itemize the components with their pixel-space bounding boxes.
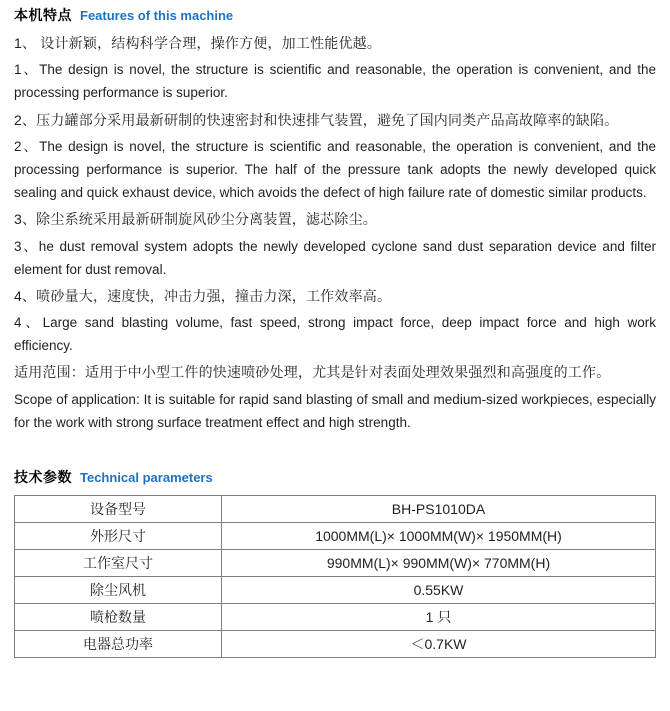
table-row: [15, 523, 656, 550]
technical-parameters-table: [14, 495, 656, 658]
technical-heading-cn: 技术参数: [14, 468, 72, 485]
features-heading: [14, 6, 656, 25]
technical-heading: [14, 468, 656, 487]
table-cell-label: 工作室尺寸: [15, 550, 222, 577]
table-cell-value: BH-PS1010DA: [222, 496, 656, 523]
table-cell-label: 设备型号: [15, 496, 222, 523]
feature-paragraph-3-cn: 3、除尘系统采用最新研制旋风砂尘分离装置，滤芯除尘。: [14, 211, 377, 228]
scope-paragraph-en: Scope of application: It is suitable for rapid sand blasting of small and medium-sized workpieces, especially for the work with strong surface treatment effect and high strength.: [14, 391, 656, 430]
table-row: [15, 550, 656, 577]
table-cell-label: 外形尺寸: [15, 523, 222, 550]
feature-paragraph-4-cn: 4、喷砂量大，速度快，冲击力强，撞击力深，工作效率高。: [14, 287, 392, 304]
table-cell-label: 除尘风机: [15, 577, 222, 604]
table-row: [15, 496, 656, 523]
feature-paragraph-2-cn: 2、压力罐部分采用最新研制的快速密封和快速排气装置，避免了国内同类产品高故障率的缺陷。: [14, 111, 619, 128]
table-cell-value: 1000MM(L)× 1000MM(W)× 1950MM(H): [222, 523, 656, 550]
table-cell-value: 1 只: [222, 604, 656, 631]
table-row: [15, 604, 656, 631]
feature-paragraph-1-en: 1、The design is novel, the structure is scientific and reasonable, the operation is convenient, and the processing performance is superior.: [14, 62, 656, 101]
feature-paragraph-4-en: 4、Large sand blasting volume, fast speed, strong impact force, deep impact force and high work efficiency.: [14, 315, 656, 354]
feature-paragraph-3-en: 3、he dust removal system adopts the newly developed cyclone sand dust separation device and filter element for dust removal.: [14, 238, 656, 277]
features-heading-en: Features of this machine: [80, 8, 234, 23]
table-cell-label: 电器总功率: [15, 631, 222, 658]
table-cell-label: 喷枪数量: [15, 604, 222, 631]
features-heading-cn: 本机特点: [14, 7, 72, 23]
technical-heading-en: Technical parameters: [80, 469, 213, 485]
scope-paragraph-cn: 适用范围：适用于中小型工件的快速喷砂处理，尤其是针对表面处理效果强烈和高强度的工作。: [14, 364, 611, 381]
feature-paragraph-2-en: 2、The design is novel, the structure is scientific and reasonable, the operation is convenient, and the processing performance is superior. The half of the pressure tank adopts the newly developed quick sealing and quick exhaust device, which avoids the defect of high failure rate of domestic similar products.: [14, 138, 656, 201]
table-cell-value: ＜0.7KW: [222, 631, 656, 658]
feature-paragraph-1-cn: 1、 设计新颖，结构科学合理，操作方便，加工性能优越。: [14, 35, 382, 52]
table-cell-value: 0.55KW: [222, 577, 656, 604]
table-cell-value: 990MM(L)× 990MM(W)× 770MM(H): [222, 550, 656, 577]
table-row: [15, 631, 656, 658]
table-row: [15, 577, 656, 604]
